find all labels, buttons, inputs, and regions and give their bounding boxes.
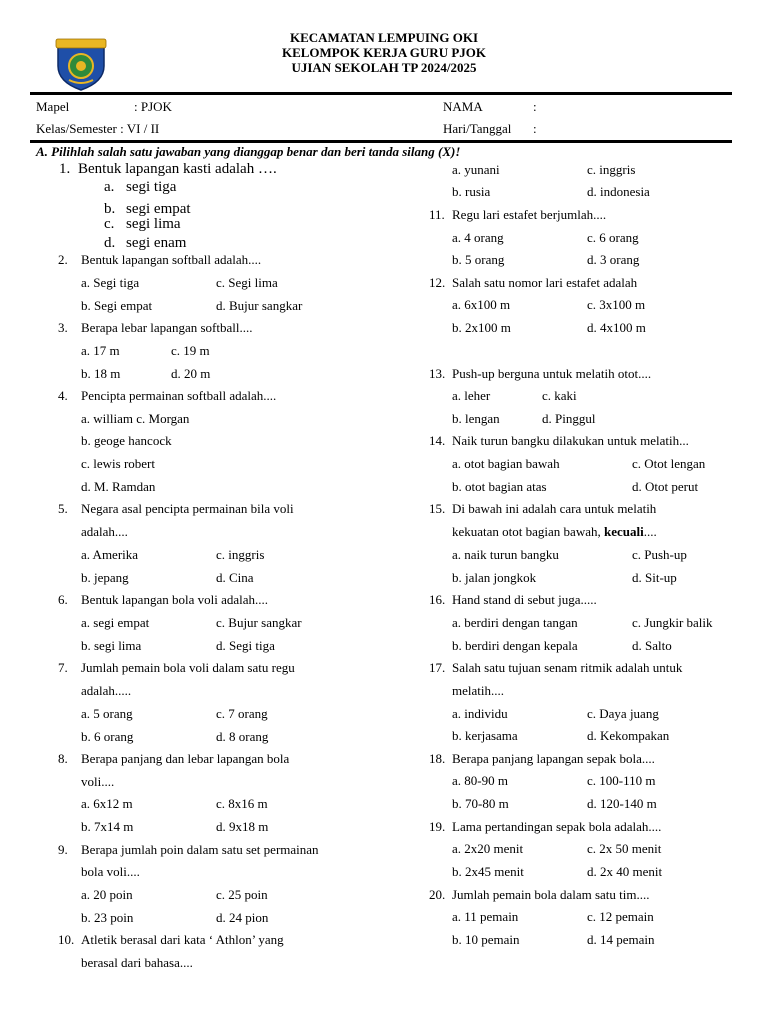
option-a: a. 6x12 m bbox=[81, 796, 133, 811]
question-text-cont: melatih.... bbox=[452, 683, 504, 698]
option-c: c. Push-up bbox=[632, 547, 687, 562]
question-text: Pencipta permainan softball adalah.... bbox=[81, 388, 277, 403]
option-b: b. kerjasama bbox=[452, 728, 518, 743]
option-a: a. 2x20 menit bbox=[452, 841, 524, 856]
question-text: Salah satu tujuan senam ritmik adalah untuk bbox=[452, 660, 683, 675]
option-d: d. 20 m bbox=[171, 366, 211, 381]
question-number: 7. bbox=[58, 660, 68, 675]
question-text: Push-up berguna untuk melatih otot.... bbox=[452, 366, 652, 381]
option-a: a. berdiri dengan tangan bbox=[452, 615, 578, 630]
question-number: 9. bbox=[58, 842, 68, 857]
question-text: Bentuk lapangan bola voli adalah.... bbox=[81, 592, 269, 607]
option-c: c. 19 m bbox=[171, 343, 210, 358]
option-d: d. 2x 40 menit bbox=[587, 864, 663, 879]
question-text-cont: bola voli.... bbox=[81, 864, 140, 879]
option-b: b. 5 orang bbox=[452, 252, 505, 267]
question-text: Salah satu nomor lari estafet adalah bbox=[452, 275, 638, 290]
question-text: Atletik berasal dari kata ‘ Athlon’ yang bbox=[81, 932, 284, 947]
question-text-emphasis: kecuali bbox=[603, 524, 644, 539]
question-text: Berapa panjang dan lebar lapangan bola bbox=[81, 751, 290, 766]
option-a: a. 17 m bbox=[81, 343, 120, 358]
question-text-plain: kekuatan otot bagian bawah, bbox=[452, 524, 604, 539]
option-c: c. lewis robert bbox=[81, 456, 156, 471]
question-number: 19. bbox=[429, 819, 446, 834]
option-b: b. jepang bbox=[81, 570, 129, 585]
header-divider bbox=[30, 92, 732, 95]
mapel-label: Mapel bbox=[36, 99, 70, 114]
question-number: 6. bbox=[58, 592, 68, 607]
option-c: c. 3x100 m bbox=[587, 297, 646, 312]
kelas-label: Kelas/Semester : VI / II bbox=[36, 121, 160, 136]
option-d: d. Otot perut bbox=[632, 479, 699, 494]
option-label: b. bbox=[104, 201, 116, 217]
option-b: b. 18 m bbox=[81, 366, 121, 381]
instruction: A. Pilihlah salah satu jawaban yang dianggap benar dan beri tanda silang (X)! bbox=[36, 144, 461, 159]
option-d: d. Bujur sangkar bbox=[216, 298, 303, 313]
option-d: d. 8 orang bbox=[216, 729, 269, 744]
option-b: b. jalan jongkok bbox=[452, 570, 537, 585]
question-text-cont: voli.... bbox=[81, 774, 115, 789]
option-b: b. 2x100 m bbox=[452, 320, 511, 335]
option-d: d. 120-140 m bbox=[587, 796, 657, 811]
question-text: Jumlah pemain bola voli dalam satu regu bbox=[81, 660, 295, 675]
question-text-cont: adalah..... bbox=[81, 683, 132, 698]
option-d: d. 3 orang bbox=[587, 252, 640, 267]
option-text: segi tiga bbox=[126, 179, 177, 195]
question-text: Bentuk lapangan softball adalah.... bbox=[81, 252, 262, 267]
question-number: 16. bbox=[429, 592, 446, 607]
question-number: 8. bbox=[58, 751, 68, 766]
option-a: a. Amerika bbox=[81, 547, 139, 562]
option-a: a. william c. Morgan bbox=[81, 411, 190, 426]
nama-label: NAMA bbox=[443, 99, 483, 114]
option-c: c. inggris bbox=[587, 162, 636, 177]
question-text: Naik turun bangku dilakukan untuk melatih... bbox=[452, 433, 689, 448]
option-text: segi enam bbox=[126, 235, 187, 251]
question-text: Jumlah pemain bola dalam satu tim.... bbox=[452, 887, 650, 902]
question-number: 1. bbox=[59, 161, 71, 177]
question-text: Di bawah ini adalah cara untuk melatih bbox=[452, 501, 657, 516]
question-text: Hand stand di sebut juga..... bbox=[452, 592, 597, 607]
header-group: KELOMPOK KERJA GURU PJOK bbox=[281, 45, 487, 60]
question-number: 20. bbox=[429, 887, 446, 902]
question-number: 12. bbox=[429, 275, 446, 290]
option-d: d. Pinggul bbox=[542, 411, 596, 426]
option-d: d. Sit-up bbox=[632, 570, 677, 585]
option-d: d. Cina bbox=[216, 570, 254, 585]
question-text-ellipsis: .... bbox=[643, 524, 657, 539]
option-c: c. 2x 50 menit bbox=[587, 841, 662, 856]
header-district: KECAMATAN LEMPUING OKI bbox=[289, 30, 479, 45]
question-text-cont bbox=[452, 524, 657, 540]
option-label: d. bbox=[104, 235, 116, 251]
option-a: a. individu bbox=[452, 706, 508, 721]
question-text: Lama pertandingan sepak bola adalah.... bbox=[452, 819, 662, 834]
option-c: c. 7 orang bbox=[216, 706, 268, 721]
option-c: c. 12 pemain bbox=[587, 909, 654, 924]
question-number: 2. bbox=[58, 252, 68, 267]
option-d: d. Salto bbox=[632, 638, 672, 653]
option-b: b. Segi empat bbox=[81, 298, 153, 313]
question-number: 15. bbox=[429, 501, 446, 516]
option-a: a. naik turun bangku bbox=[452, 547, 559, 562]
option-c: c. Daya juang bbox=[587, 706, 659, 721]
option-a: a. otot bagian bawah bbox=[452, 456, 560, 471]
option-b: b. segi lima bbox=[81, 638, 142, 653]
option-b: b. berdiri dengan kepala bbox=[452, 638, 578, 653]
option-a: a. yunani bbox=[452, 162, 500, 177]
question-number: 10. bbox=[58, 932, 75, 947]
option-a: a. 6x100 m bbox=[452, 297, 511, 312]
question-text-cont: adalah.... bbox=[81, 524, 128, 539]
option-label: c. bbox=[104, 216, 115, 232]
option-c: c. 6 orang bbox=[587, 230, 639, 245]
option-c: c. kaki bbox=[542, 388, 577, 403]
option-b: b. 7x14 m bbox=[81, 819, 134, 834]
option-d: d. 9x18 m bbox=[216, 819, 269, 834]
question-number: 3. bbox=[58, 320, 68, 335]
question-text: Berapa panjang lapangan sepak bola.... bbox=[452, 751, 655, 766]
option-d: d. M. Ramdan bbox=[81, 479, 156, 494]
option-b: b. 2x45 menit bbox=[452, 864, 524, 879]
option-b: b. geoge hancock bbox=[81, 433, 172, 448]
option-text: segi empat bbox=[126, 201, 191, 217]
option-c: c. 100-110 m bbox=[587, 773, 656, 788]
option-a: a. 4 orang bbox=[452, 230, 504, 245]
question-text-cont: berasal dari bahasa.... bbox=[81, 955, 193, 970]
option-b: b. 23 poin bbox=[81, 910, 134, 925]
question-text: Berapa jumlah poin dalam satu set permainan bbox=[81, 842, 319, 857]
option-d: d. Kekompakan bbox=[587, 728, 670, 743]
option-c: c. Bujur sangkar bbox=[216, 615, 302, 630]
question-text: Bentuk lapangan kasti adalah …. bbox=[78, 161, 277, 177]
option-b: b. 10 pemain bbox=[452, 932, 520, 947]
question-number: 11. bbox=[429, 207, 445, 222]
option-a: a. 80-90 m bbox=[452, 773, 508, 788]
option-b: b. 70-80 m bbox=[452, 796, 509, 811]
option-b: b. lengan bbox=[452, 411, 500, 426]
mapel-value: : PJOK bbox=[134, 99, 172, 114]
question-text: Negara asal pencipta permainan bila voli bbox=[81, 501, 294, 516]
option-c: c. 25 poin bbox=[216, 887, 268, 902]
option-b: b. rusia bbox=[452, 184, 491, 199]
hari-label: Hari/Tanggal bbox=[443, 121, 512, 136]
question-text: Regu lari estafet berjumlah.... bbox=[452, 207, 607, 222]
option-c: c. Jungkir balik bbox=[632, 615, 713, 630]
option-a: a. segi empat bbox=[81, 615, 150, 630]
option-b: b. otot bagian atas bbox=[452, 479, 547, 494]
info-divider bbox=[30, 140, 732, 143]
option-text: segi lima bbox=[126, 216, 181, 232]
option-c: c. Otot lengan bbox=[632, 456, 706, 471]
header-exam-title: UJIAN SEKOLAH TP 2024/2025 bbox=[291, 60, 477, 75]
option-a: a. Segi tiga bbox=[81, 275, 140, 290]
hari-colon: : bbox=[533, 121, 537, 136]
option-c: c. inggris bbox=[216, 547, 265, 562]
nama-colon: : bbox=[533, 99, 537, 114]
option-c: c. Segi lima bbox=[216, 275, 278, 290]
option-a: a. 5 orang bbox=[81, 706, 133, 721]
option-b: b. 6 orang bbox=[81, 729, 134, 744]
option-a: a. 20 poin bbox=[81, 887, 133, 902]
question-number: 14. bbox=[429, 433, 446, 448]
question-number: 4. bbox=[58, 388, 68, 403]
option-d: d. Segi tiga bbox=[216, 638, 275, 653]
option-a: a. 11 pemain bbox=[452, 909, 519, 924]
question-number: 13. bbox=[429, 366, 446, 381]
option-c: c. 8x16 m bbox=[216, 796, 268, 811]
question-text: Berapa lebar lapangan softball.... bbox=[81, 320, 253, 335]
option-d: d. 24 pion bbox=[216, 910, 269, 925]
question-number: 5. bbox=[58, 501, 68, 516]
option-label: a. bbox=[104, 179, 115, 195]
question-number: 17. bbox=[429, 660, 446, 675]
option-d: d. 4x100 m bbox=[587, 320, 646, 335]
option-d: d. 14 pemain bbox=[587, 932, 655, 947]
option-d: d. indonesia bbox=[587, 184, 650, 199]
option-a: a. leher bbox=[452, 388, 491, 403]
question-number: 18. bbox=[429, 751, 446, 766]
